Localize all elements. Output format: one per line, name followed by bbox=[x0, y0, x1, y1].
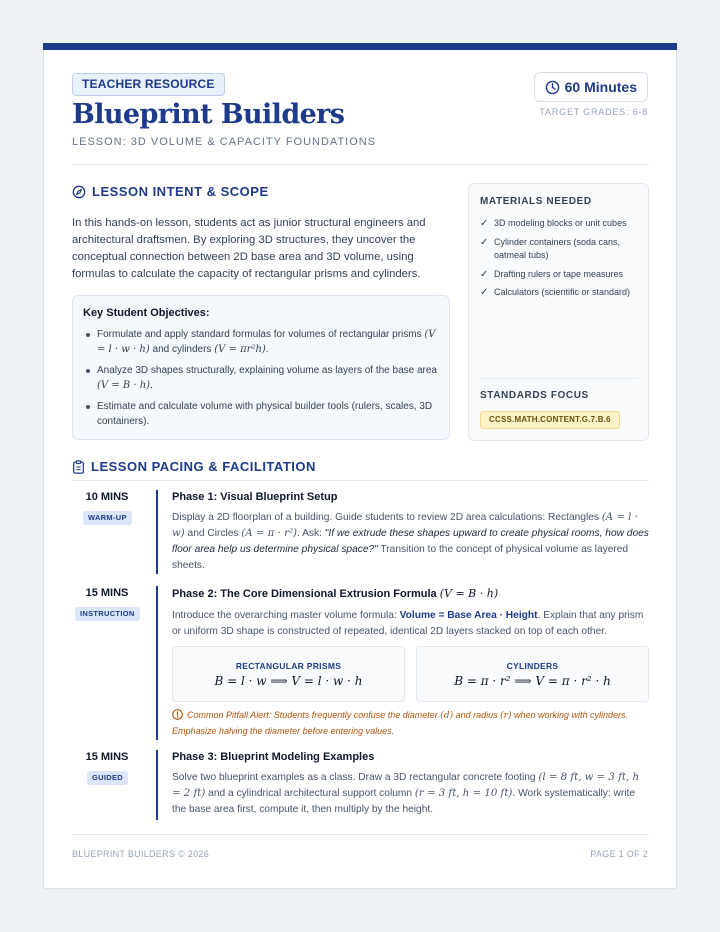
intent-heading-label: LESSON INTENT & SCOPE bbox=[92, 184, 269, 199]
teacher-resource-badge: TEACHER RESOURCE bbox=[72, 73, 225, 96]
phase-description: Solve two blueprint examples as a class. Draw a 3D rectangular concrete footing (l = 8 ft, w = 3 ft, h = 2 ft) and a cylindrical architectural support column (r = 3 ft, h = 10 ft). Work systematically: write the base area first, compute it, then multiply by the height. bbox=[172, 772, 640, 815]
compass-icon bbox=[72, 185, 86, 199]
check-icon: ✓ bbox=[480, 218, 489, 229]
header-divider bbox=[72, 164, 649, 165]
clipboard-icon bbox=[72, 460, 85, 474]
lesson-page bbox=[43, 43, 677, 889]
phase-timeline-bar bbox=[156, 490, 158, 574]
formula-card-formula: B = π · r² ⟹ V = π · r² · h bbox=[454, 674, 611, 688]
sidebar-divider bbox=[480, 378, 638, 379]
material-item: ✓ Calculators (scientific or standard) bbox=[480, 287, 631, 298]
phase-timeline-bar bbox=[156, 586, 158, 740]
target-grades: TARGET GRADES: 6-8 bbox=[539, 107, 648, 117]
formula-card-heading: RECTANGULAR PRISMS bbox=[235, 661, 342, 671]
pacing-divider bbox=[72, 480, 649, 481]
formula-card-formula: B = l · w ⟹ V = l · w · h bbox=[214, 674, 363, 688]
phase-time: 10 MINS bbox=[85, 491, 129, 503]
materials-heading: MATERIALS NEEDED bbox=[480, 196, 592, 207]
page-title: Blueprint Builders bbox=[72, 99, 345, 130]
duration-label: 60 Minutes bbox=[564, 79, 637, 95]
material-item: ✓ 3D modeling blocks or unit cubes bbox=[480, 218, 627, 229]
standards-heading: STANDARDS FOCUS bbox=[480, 390, 589, 401]
phase-tag: INSTRUCTION bbox=[75, 607, 140, 621]
formula-card-cylinders bbox=[416, 646, 649, 702]
objectives-title: Key Student Objectives: bbox=[83, 307, 210, 319]
top-accent-bar bbox=[43, 43, 677, 50]
footer-copyright: BLUEPRINT BUILDERS © 2026 bbox=[72, 849, 210, 859]
footer-divider bbox=[72, 834, 649, 835]
formula-card-prisms bbox=[172, 646, 405, 702]
phase-title: Phase 2: The Core Dimensional Extrusion Formula (V = B · h) bbox=[172, 587, 499, 600]
formula-card-heading: CYLINDERS bbox=[506, 661, 559, 671]
phase-time: 15 MINS bbox=[85, 751, 129, 763]
pitfall-alert: Common Pitfall Alert: Students frequently confuse the diameter (d) and radius (r) when working with cylinders. Emphasize halving the diameter before entering values. bbox=[172, 710, 629, 736]
lesson-subtitle: LESSON: 3D VOLUME & CAPACITY FOUNDATIONS bbox=[72, 136, 377, 148]
objective-item: Estimate and calculate volume with physical builder tools (rulers, scales, 3D containers). bbox=[83, 399, 439, 429]
material-item: ✓ Drafting rulers or tape measures bbox=[480, 268, 624, 280]
alert-circle-icon bbox=[172, 709, 183, 720]
phase-title: Phase 1: Visual Blueprint Setup bbox=[172, 491, 338, 503]
standard-code-tag: CCSS.MATH.CONTENT.G.7.B.6 bbox=[480, 411, 620, 429]
phase-time: 15 MINS bbox=[85, 587, 129, 599]
pacing-heading-label: LESSON PACING & FACILITATION bbox=[91, 459, 316, 474]
check-icon: ✓ bbox=[480, 287, 489, 298]
phase-tag: WARM-UP bbox=[83, 511, 132, 525]
phase-timeline-bar bbox=[156, 750, 158, 820]
phase-title: Phase 3: Blueprint Modeling Examples bbox=[172, 751, 375, 763]
objective-item: Formulate and apply standard formulas for volumes of rectangular prisms (V = l · w · h) and cylinders (V = πr²h). bbox=[83, 327, 439, 357]
intent-heading bbox=[72, 184, 269, 199]
phase-description: Display a 2D floorplan of a building. Guide students to review 2D area calculations: Rectangles (A = l · w) and Circles (A = π · r²). Ask: "If we extrude these shapes upward to create physical rooms, how does floor area help us determine physical space?" Transition to the concept of physical volume as layered sheets. bbox=[172, 512, 649, 571]
check-icon: ✓ bbox=[480, 268, 489, 280]
clock-icon bbox=[545, 80, 560, 95]
intent-paragraph: In this hands-on lesson, students act as junior structural engineers and architectural draftsmen. By exploring 3D structures, they uncover the conceptual connection between 2D base area and 3D volume, using formulas to calculate the capacity of rectangular prisms and cylinders. bbox=[72, 217, 426, 280]
phase-tag: GUIDED bbox=[87, 771, 128, 785]
objective-item: Analyze 3D shapes structurally, explaining volume as layers of the base area (V = B · h). bbox=[83, 363, 439, 393]
objectives-box bbox=[72, 295, 450, 440]
check-icon: ✓ bbox=[480, 236, 489, 248]
pacing-heading bbox=[72, 459, 316, 474]
phase-description: Introduce the overarching master volume formula: Volume = Base Area · Height. Explain that any prism or uniform 3D shape is constructed of repeated, identical 2D layers stacked on top of each other. bbox=[172, 610, 644, 637]
materials-sidebar bbox=[468, 183, 649, 441]
duration-badge bbox=[534, 72, 648, 102]
material-item: ✓ Cylinder containers (soda cans, oatmeal tubs) bbox=[480, 236, 637, 263]
page-number: PAGE 1 OF 2 bbox=[590, 849, 648, 859]
